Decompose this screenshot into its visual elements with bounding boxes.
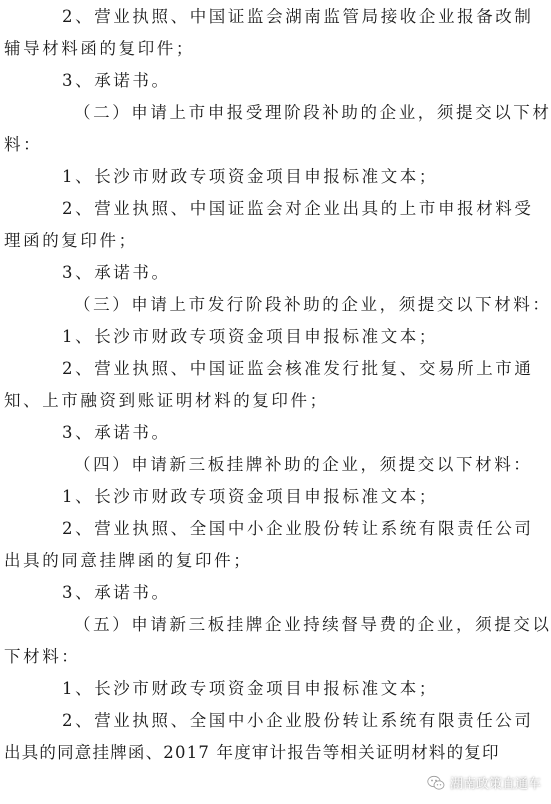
doc-line: （四）申请新三板挂牌补助的企业，须提交以下材料：	[74, 455, 533, 474]
doc-line: 下材料：	[4, 647, 81, 666]
doc-line: 2、营业执照、全国中小企业股份转让系统有限责任公司	[62, 711, 534, 730]
doc-line: （五）申请新三板挂牌企业持续督导费的企业，须提交以	[74, 615, 551, 634]
doc-line: 理函的复印件；	[4, 231, 138, 250]
wechat-icon	[427, 775, 445, 791]
account-watermark	[427, 773, 541, 792]
doc-line: 1、长沙市财政专项资金项目申报标准文本；	[62, 679, 438, 698]
doc-line: 1、长沙市财政专项资金项目申报标准文本；	[62, 327, 438, 346]
doc-line: （二）申请上市申报受理阶段补助的企业，须提交以下材	[74, 103, 551, 122]
doc-line: （三）申请上市发行阶段补助的企业，须提交以下材料：	[74, 295, 551, 314]
doc-line: 出具的同意挂牌函的复印件；	[4, 551, 253, 570]
doc-line: 3、承诺书。	[62, 583, 171, 602]
doc-line: 1、长沙市财政专项资金项目申报标准文本；	[62, 167, 438, 186]
doc-line: 料：	[4, 135, 43, 154]
doc-line: 知、上市融资到账证明材料的复印件；	[4, 391, 329, 410]
doc-line: 2、营业执照、中国证监会对企业出具的上市申报材料受	[62, 199, 534, 218]
doc-line: 1、长沙市财政专项资金项目申报标准文本；	[62, 487, 438, 506]
doc-line: 出具的同意挂牌函、2017 年度审计报告等相关证明材料的复印	[4, 743, 500, 762]
doc-line: 2、营业执照、中国证监会湖南监管局接收企业报备改制	[62, 7, 534, 26]
doc-line: 3、承诺书。	[62, 263, 171, 282]
doc-line: 3、承诺书。	[62, 71, 171, 90]
doc-line: 2、营业执照、中国证监会核准发行批复、交易所上市通	[62, 359, 534, 378]
watermark-text: 湖南政策直通车	[449, 777, 541, 792]
doc-line: 2、营业执照、全国中小企业股份转让系统有限责任公司	[62, 519, 534, 538]
doc-line: 3、承诺书。	[62, 423, 171, 442]
doc-line: 辅导材料函的复印件；	[4, 39, 195, 58]
